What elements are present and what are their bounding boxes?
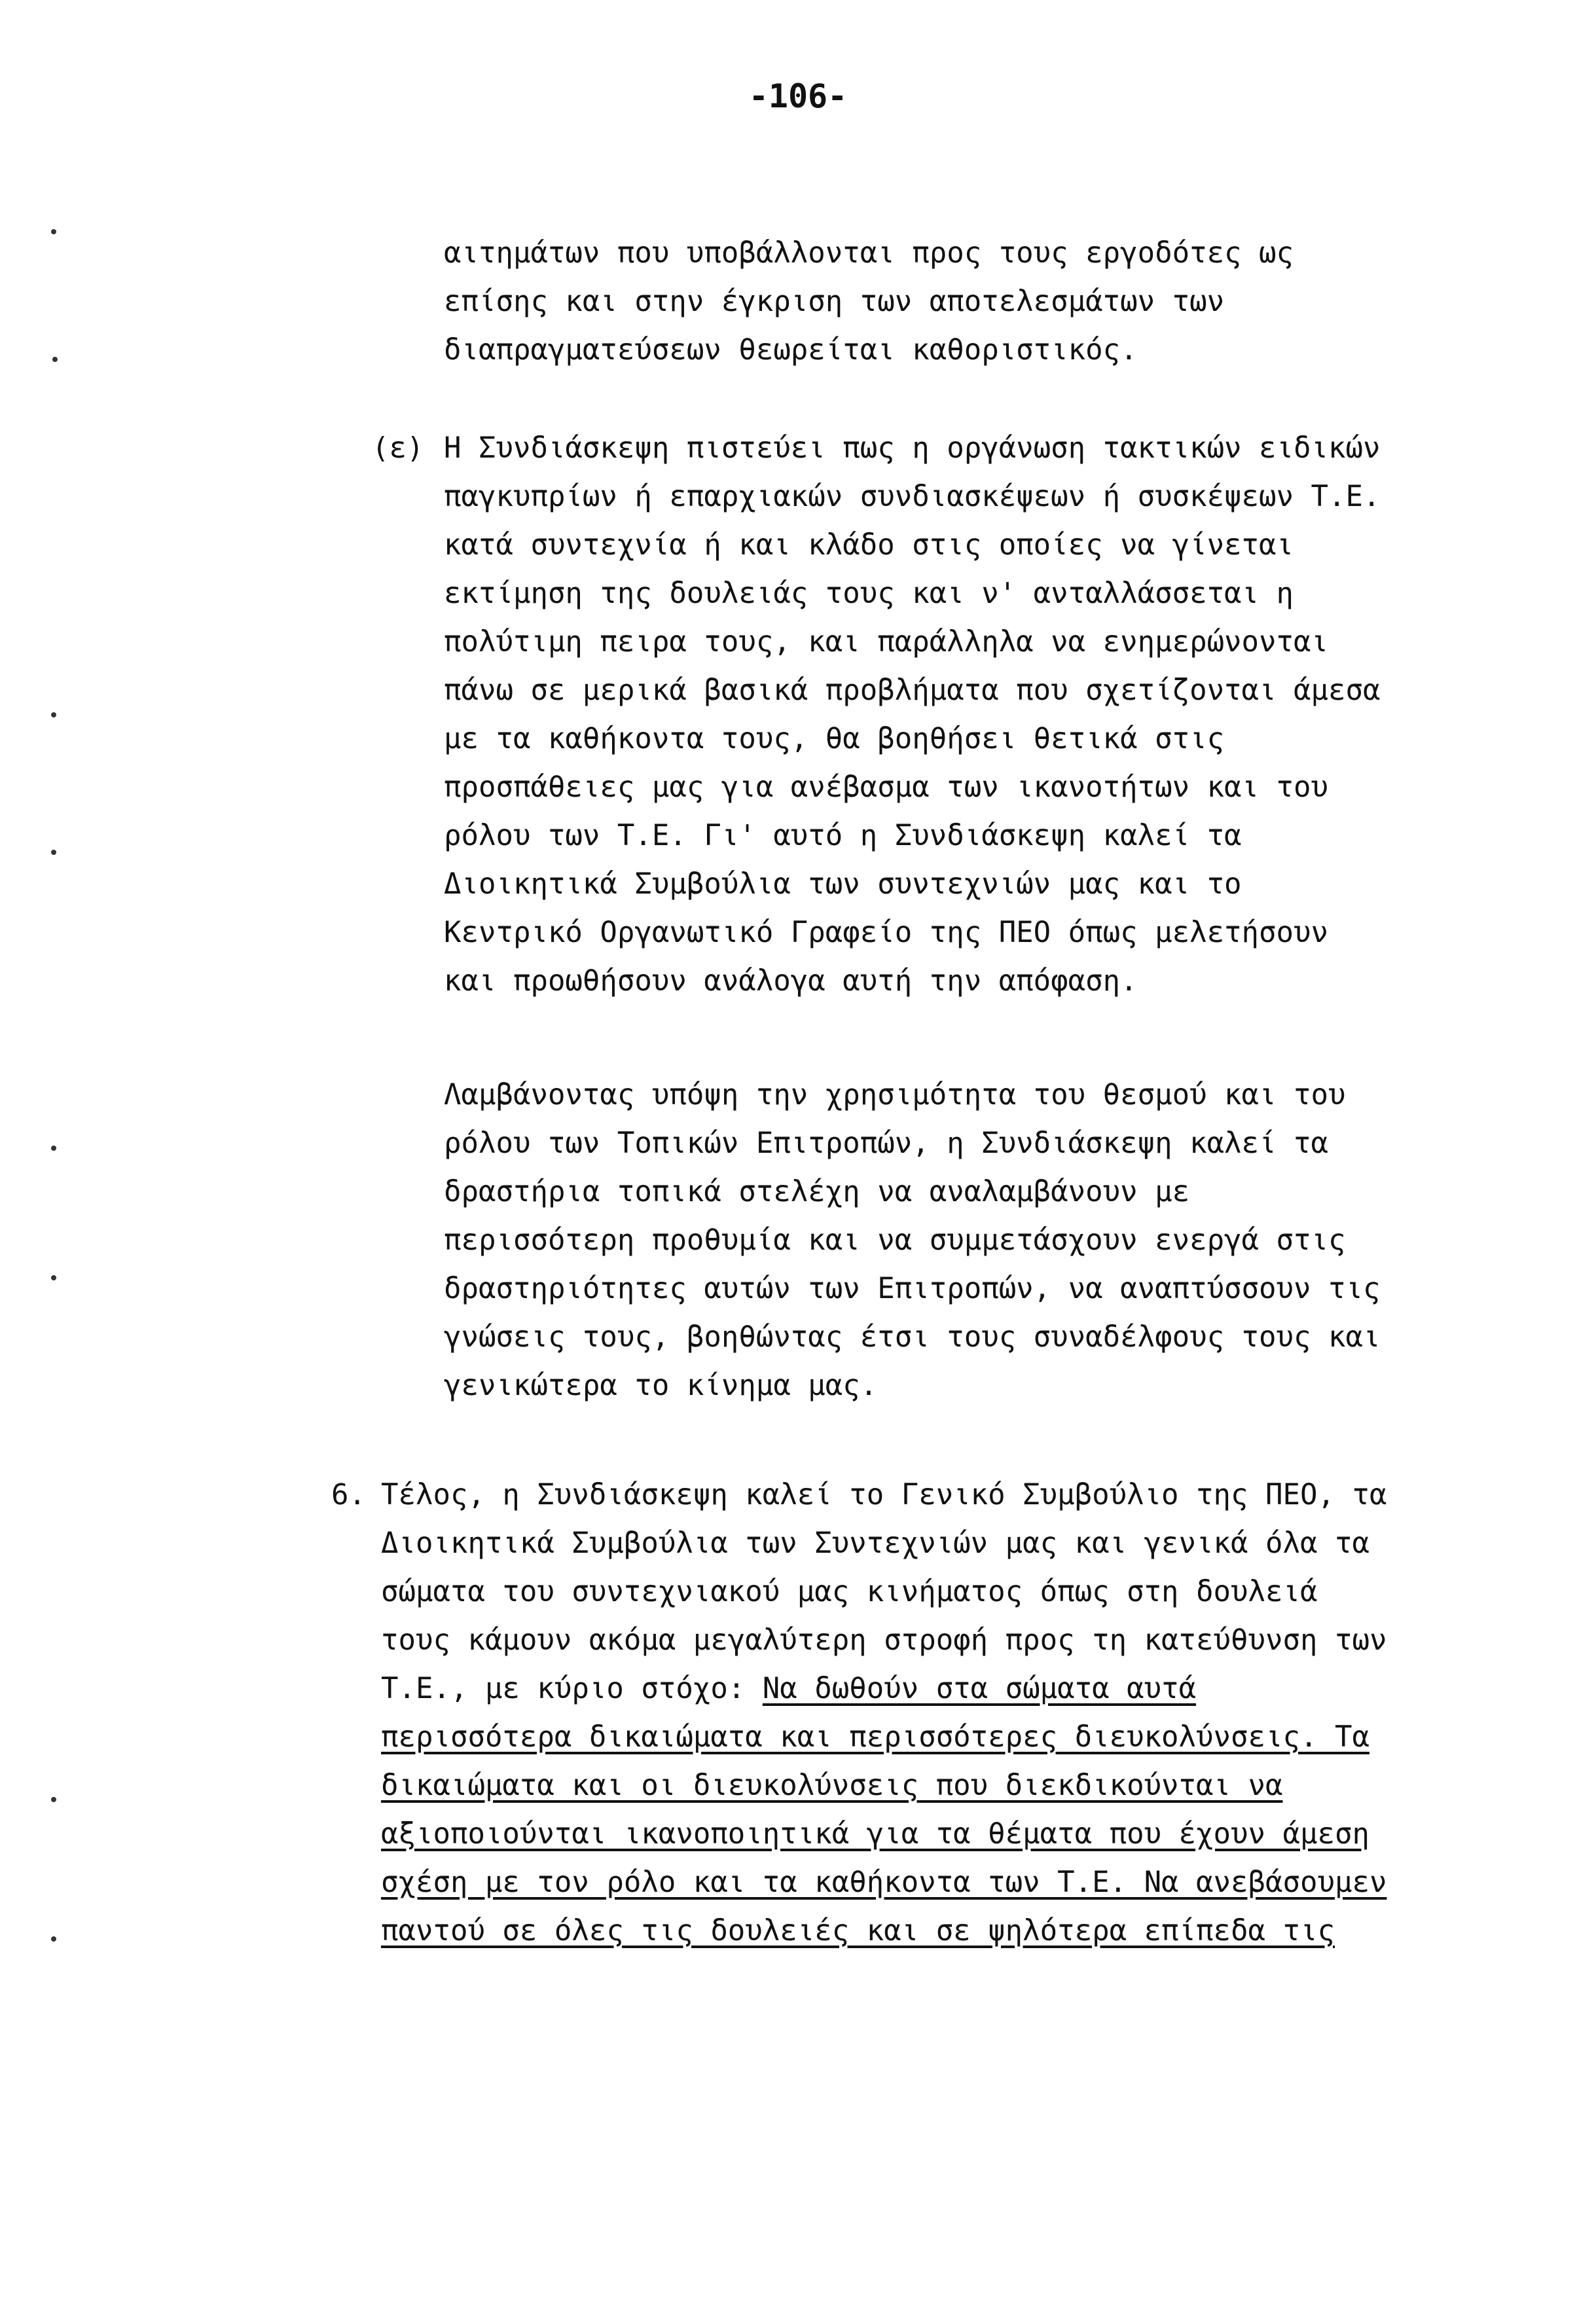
text-line: [381, 1665, 1387, 1713]
item-marker-6: 6.: [331, 1478, 366, 1512]
text-line: σώματα του συντεχνιακού μας κινήματος όπως στη δουλειά: [381, 1575, 1318, 1608]
text-line: παγκυπρίων ή επαρχιακών συνδιασκέψεων ή συσκέψεων Τ.Ε.: [444, 480, 1381, 513]
text-line: κατά συντεχνία ή και κλάδο στις οποίες να γίνεται: [444, 528, 1294, 562]
text-line: Λαμβάνοντας υπόψη την χρησιμότητα του θεσμού και του: [444, 1078, 1346, 1112]
margin-speck: [51, 850, 56, 855]
margin-speck: [51, 712, 56, 717]
underlined-line: σχέση με τον ρόλο και τα καθήκοντα των Τ.Ε. Να ανεβάσουμεν: [381, 1866, 1387, 1899]
text-line: Κεντρικό Οργανωτικό Γραφείο της ΠΕΟ όπως μελετήσουν: [444, 916, 1329, 949]
margin-speck: [51, 229, 56, 234]
text-line: Διοικητικά Συμβούλια των συντεχνιών μας και το: [444, 867, 1242, 901]
text-line: Τέλος, η Συνδιάσκεψη καλεί το Γενικό Συμβούλιο της ΠΕΟ, τα: [381, 1478, 1387, 1512]
margin-speck: [51, 1936, 56, 1942]
text-underlined: Να δωθούν στα σώματα αυτά: [762, 1672, 1197, 1705]
text-line: Διοικητικά Συμβούλια των Συντεχνιών μας και γενικά όλα τα: [381, 1527, 1369, 1560]
underlined-line: δικαιώματα και οι διευκολύνσεις που διεκδικούνται να: [381, 1769, 1283, 1802]
text-line: πάνω σε μερικά βασικά προβλήματα που σχετίζονται άμεσα: [444, 674, 1381, 707]
local-committees-paragraph: [444, 1071, 1380, 1410]
text-line: ρόλου των Τοπικών Επιτροπών, η Συνδιάσκεψη καλεί τα: [444, 1127, 1329, 1160]
underlined-line: αξιοποιούνται ικανοποιητικά για τα θέματα που έχουν άμεση: [381, 1817, 1369, 1851]
item-e-paragraph: [444, 424, 1380, 1005]
text-plain: Τ.Ε., με κύριο στόχο:: [381, 1672, 763, 1705]
page-number: -106-: [748, 77, 848, 115]
underlined-line: περισσότερα δικαιώματα και περισσότερες διευκολύνσεις. Τα: [381, 1720, 1369, 1754]
text-line: ρόλου των Τ.Ε. Γι' αυτό η Συνδιάσκεψη καλεί τα: [444, 819, 1242, 852]
margin-speck: [51, 1146, 56, 1151]
text-line: επίσης και στην έγκριση των αποτελεσμάτων των: [444, 285, 1225, 318]
text-line: Η Συνδιάσκεψη πιστεύει πως η οργάνωση τακτικών ειδικών: [444, 431, 1381, 465]
text-line: περισσότερη προθυμία και να συμμετάσχουν ενεργά στις: [444, 1223, 1346, 1257]
text-line: προσπάθειες μας για ανέβασμα των ικανοτήτων και του: [444, 770, 1329, 804]
margin-speck: [52, 357, 58, 362]
text-line: γενικώτερα το κίνημα μας.: [444, 1369, 878, 1402]
text-line: δραστήρια τοπικά στελέχη να αναλαμβάνουν με: [444, 1175, 1190, 1208]
margin-speck: [51, 1275, 56, 1280]
text-line: με τα καθήκοντα τους, θα βοηθήσει θετικά στις: [444, 722, 1225, 755]
continuation-paragraph: [444, 229, 1294, 374]
underlined-line: παντού σε όλες τις δουλειές και σε ψηλότερα επίπεδα τις: [381, 1914, 1335, 1947]
text-line: εκτίμηση της δουλειάς τους και ν' ανταλλάσσεται η: [444, 577, 1294, 610]
margin-speck: [51, 1797, 56, 1802]
text-line: τους κάμουν ακόμα μεγαλύτερη στροφή προς τη κατεύθυνση των: [381, 1623, 1387, 1657]
text-line: δραστηριότητες αυτών των Επιτροπών, να αναπτύσσουν τις: [444, 1272, 1381, 1305]
text-line: και προωθήσουν ανάλογα αυτή την απόφαση.: [444, 964, 1138, 998]
item-6-paragraph: [381, 1471, 1387, 1955]
text-line: αιτημάτων που υποβάλλονται προς τους εργοδότες ως: [444, 236, 1294, 270]
text-line: διαπραγματεύσεων θεωρείται καθοριστικός.: [444, 333, 1138, 367]
text-line: πολύτιμη πειρα τους, και παράλληλα να ενημερώνονται: [444, 625, 1329, 659]
item-marker-e: (ε): [372, 431, 424, 465]
text-line: γνώσεις τους, βοηθώντας έτσι τους συναδέλφους τους και: [444, 1320, 1381, 1354]
